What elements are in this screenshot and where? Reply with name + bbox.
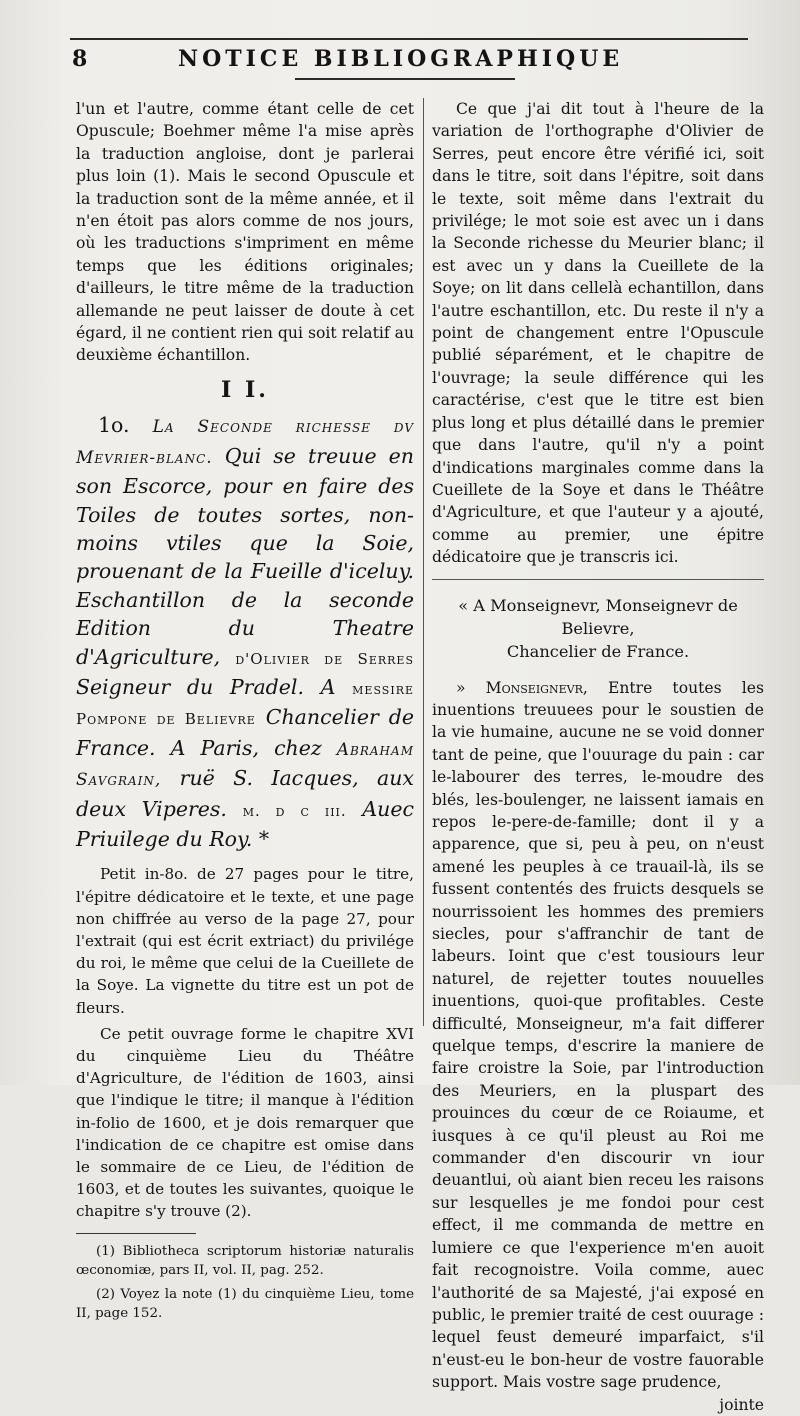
dedication-body: Entre toutes les inuentions treuuees pour le soustien de la vie humaine, aucune ne se void donner tant de peine, que l'ouurage du pain : car le-labourer des terres, le-moudre des blés, les-boulenger, ne laissent iamais en repos le-pere-de-famille; dont il y a apparence, que si, peu à peu, on n'eust amené les peuples à ce trauail-là, ils se fussent contentés des fruicts desquels se nourrissoient les hommes des premiers siecles, pour s'affranchir de tant de labeurs. Ioint que c'est tousiours leur naturel, de rejetter toutes nouuelles inuentions, quoi-que profitables. Ceste difficulté, Monseigneur, m'a fait differer quelque temps, d'escrire la maniere de faire croistre la Soie, par l'introduction des Meuriers, en la pluspart des prouinces du cœur de ce Roiaume, et iusques à ce qu'il pleust au Roi me commander d'en discourir vn iour deuantlui, où aiant bien receu les raisons sur lesquelles je me fondoi pour cest effect, il me commanda de mettre en lumiere ce que l'experience m'en auoit fait recognoistre. Voila comme, auec l'authorité de sa Majesté, j'ai exposé en public, le premier traité de cest ouurage : lequel feust demeuré imparfaict, s'il n'eust-eu le bon-heur de vostre fauorable support. Mais vostre sage prudence, [432,678,764,1392]
column-divider [423,98,424,1026]
header-rule [295,78,515,80]
paragraph: Petit in-8o. de 27 pages pour le titre, l'épitre dédicatoire et le texte, et une page non chiffrée au verso de la page 27, pour l'extrait (qui est écrit extriact) du privilége du roi, le même que celui de la Cueillete de la Soye. La vignette du titre est un pot de fleurs. [76,865,414,1017]
footnote-rule [76,1233,196,1234]
entry-title-italic: Auec Priuilege du Roy. * [76,796,414,851]
top-rule [70,38,748,40]
bibliographic-entry [76,411,414,853]
right-column [432,98,764,1416]
footnote: (2) Voyez la note (1) du cinquième Lieu, tome II, page 152. [76,1286,414,1322]
dedication-heading-line: Chancelier de France. [506,641,690,661]
catchword: jointe [719,1395,764,1414]
left-column [76,98,414,1328]
entry-author: d'Olivier de Serres [235,649,414,668]
running-header: NOTICE BIBLIOGRAPHIQUE [178,46,624,72]
section-heading: I I. [221,376,269,403]
entry-title-smallcaps: La Seconde richesse dv Mevrier-blanc. [76,417,414,468]
dedication-heading [432,594,764,663]
dedication-salutation: » Monseignevr, [456,678,588,697]
entry-title-italic: Chancelier de France. A Paris, chez [76,705,414,760]
page-number: 8 [72,46,88,72]
footnote: (1) Bibliotheca scriptorum historiæ naturalis œconomiæ, pars II, vol. II, pag. 252. [76,1243,414,1279]
entry-number: 1o. [98,413,130,438]
dedication-heading-line: « A Monseignevr, Monseignevr de Believre, [458,595,738,638]
separator-rule [432,579,764,580]
entry-title-italic: Qui se treuue en son Escorce, pour en faire des Toiles de toutes sortes, non-moins vtiles que la Soie, prouenant de la Fueille d'iceluy. Eschantillon de la seconde Edition du Theatre d'Agriculture, [76,443,414,669]
entry-date: m. d c iii. [242,801,347,820]
dedication-text [432,677,764,1394]
paragraph: Ce petit ouvrage forme le chapitre XVI du cinquième Lieu du Théâtre d'Agriculture, de l'édition de 1603, ainsi que l'indique le titre; il manque à l'édition in-folio de 1600, et je dois remarquer que l'indication de ce chapitre est omise dans le sommaire de ce Lieu, de l'édition de 1603, et de toutes les suivantes, quoique le chapitre s'y trouve (2). [76,1024,414,1221]
paragraph: l'un et l'autre, comme étant celle de cet Opuscule; Boehmer même l'a mise après la traduction angloise, dont je parlerai plus loin (1). Mais le second Opuscule et la traduction sont de la même année, et il n'en étoit pas alors comme de nos jours, où les traductions s'impriment en même temps que les éditions originales; d'ailleurs, le titre même de la traduction allemande ne peut laisser de doute à cet égard, il ne contient rien qui soit relatif au deuxième échantillon. [76,100,414,365]
entry-printer: Abraham Savgrain, [76,739,414,791]
entry-dedicatee: messire Pompone de Believre [76,679,414,729]
paragraph: Ce que j'ai dit tout à l'heure de la variation de l'orthographe d'Olivier de Serres, peut encore être vérifié ici, soit dans le titre, soit dans l'épitre, soit dans le texte, soit même dans l'extrait du privilége; le mot soie est avec un i dans la Seconde richesse du Meurier blanc; il est avec un y dans la Cueillete de la Soye; on lit dans cellelà echantillon, dans l'autre eschantillon, etc. Du reste il n'y a point de changement entre l'Opuscule publié séparément, et le chapitre de l'ouvrage; la seule différence qui les caractérise, c'est que le titre est bien plus long et plus détaillé dans le premier que dans l'autre, qu'il n'y a point d'indications marginales comme dans la Cueillete de la Soye et dans le Théâtre d'Agriculture, et que l'auteur y a ajouté, comme au premier, une épitre dédicatoire que je transcris ici. [432,100,764,567]
footnotes [76,1242,414,1324]
entry-title-italic: ruë S. Iacques, aux deux Viperes. [76,766,414,821]
entry-title-italic: Seigneur du Pradel. A [76,674,336,699]
